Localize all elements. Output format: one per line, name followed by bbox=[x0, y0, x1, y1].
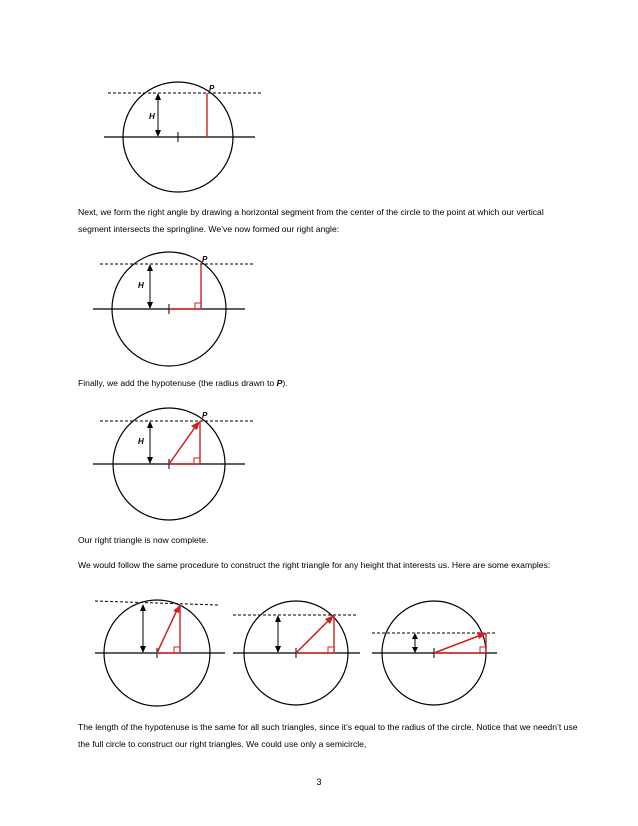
example-2 bbox=[233, 601, 360, 705]
height-arrow-head-up bbox=[147, 421, 153, 428]
paragraph-procedure: We would follow the same procedure to construct the right triangle for any height that interests us. Here are some examples: bbox=[78, 560, 551, 570]
height-arrow-head-up bbox=[140, 604, 146, 611]
height-arrow-head-up bbox=[412, 633, 418, 639]
height-arrow-head-down bbox=[275, 646, 281, 653]
height-arrow-head-down bbox=[147, 302, 153, 309]
height-label: H bbox=[138, 281, 144, 290]
hypotenuse bbox=[169, 426, 196, 464]
right-angle-marker bbox=[194, 458, 200, 464]
paragraph-hypotenuse-end: ). bbox=[282, 378, 288, 388]
height-label: H bbox=[149, 112, 155, 121]
height-arrow-head-up bbox=[155, 93, 161, 100]
paragraph-hypotenuse-length: The length of the hypotenuse is the same for all such triangles, since it’s equal to the radius of the circle. Notice that we needn’t use the full circle to construct our right triangles. We could use only a semicircle, bbox=[78, 722, 578, 749]
height-arrow-head-down bbox=[140, 646, 146, 653]
paragraph-hypotenuse bbox=[78, 375, 578, 392]
height-arrow-head-down bbox=[147, 457, 153, 464]
example-1 bbox=[95, 600, 225, 706]
height-arrow-head-down bbox=[412, 647, 418, 653]
right-angle-marker bbox=[480, 647, 486, 653]
example-3 bbox=[372, 601, 497, 705]
hypotenuse-arrow-head bbox=[173, 605, 180, 613]
right-angle-marker bbox=[174, 647, 180, 653]
figure-1-vertical-segment bbox=[0, 0, 638, 200]
height-dashed-line bbox=[95, 601, 218, 605]
figure-3-hypotenuse bbox=[0, 400, 638, 540]
paragraph-right-angle: Next, we form the right angle by drawing a horizontal segment from the center of the circle to the point at which our vertical segment intersects the springline. We’ve now formed our right angle: bbox=[78, 207, 544, 234]
paragraph-complete: Our right triangle is now complete. bbox=[78, 535, 209, 545]
figure-examples bbox=[0, 595, 638, 705]
height-arrow-head-up bbox=[147, 264, 153, 271]
point-label: P bbox=[202, 411, 208, 420]
hypotenuse bbox=[434, 635, 481, 653]
point-label: P bbox=[209, 84, 215, 93]
height-arrow-head-down bbox=[155, 130, 161, 137]
hypotenuse-arrow-head bbox=[191, 421, 200, 430]
right-angle-marker bbox=[195, 303, 201, 309]
paragraph-hypotenuse-point: P bbox=[276, 378, 283, 388]
right-angle-marker bbox=[328, 647, 334, 653]
page-number: 3 bbox=[316, 777, 322, 787]
height-arrow-head-up bbox=[275, 615, 281, 622]
hypotenuse bbox=[296, 619, 330, 653]
height-label: H bbox=[138, 437, 144, 446]
paragraph-hypotenuse-text: Finally, we add the hypotenuse (the radius drawn to bbox=[78, 378, 277, 388]
figure-2-right-angle bbox=[0, 240, 638, 390]
point-label: P bbox=[202, 255, 208, 264]
